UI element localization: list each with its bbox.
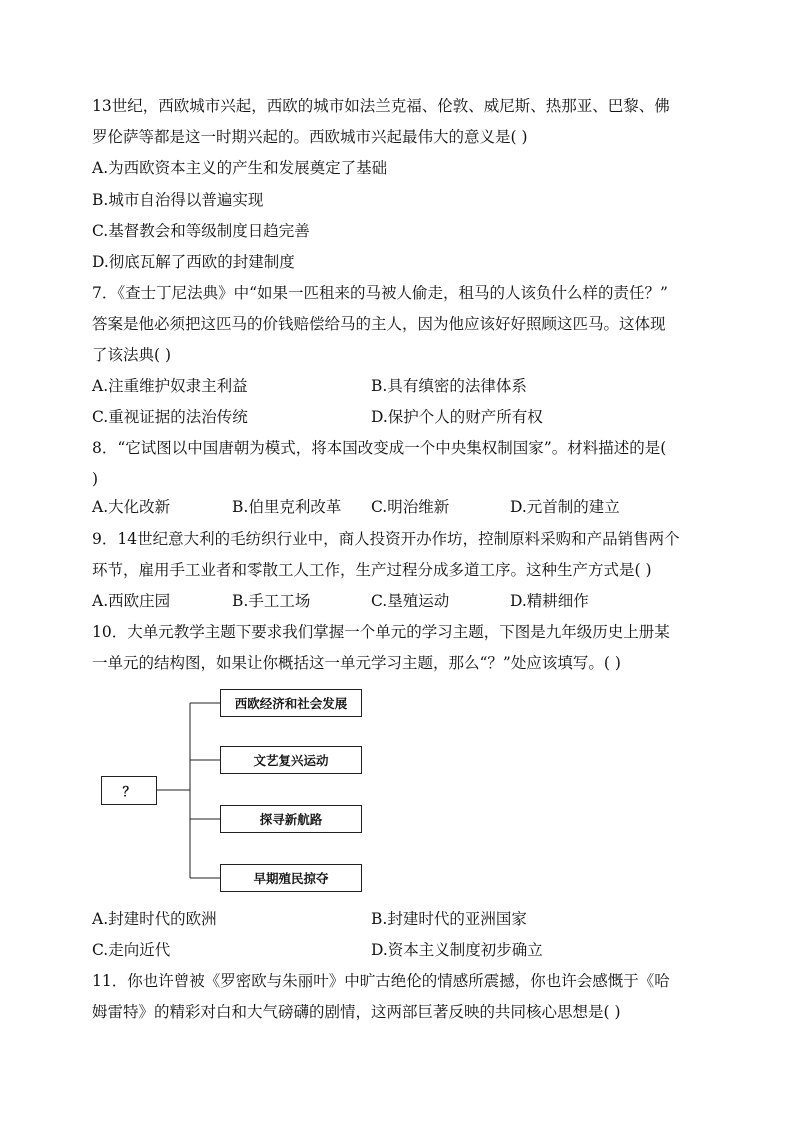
q8-option-a: A.大化改新 [92,498,171,516]
question-8-stem-line: 8．“它试图以中国唐朝为模式，将本国改变成一个中央集权制国家”。材料描述的是( [92,439,667,457]
q8-option-c: C.明治维新 [371,498,450,516]
question-9-stem-line: 环节，雇用手工业者和零散工人工作，生产过程分成多道工序。这种生产方式是( ) [92,561,652,579]
question-stem-line: 13世纪，西欧城市兴起，西欧的城市如法兰克福、伦敦、威尼斯、热那亚、巴黎、佛 [92,97,670,115]
diagram-branch-box: 文艺复兴运动 [220,746,362,774]
q8-option-b: B.伯里克利改革 [232,498,342,516]
question-8-stem-line: ) [92,470,99,488]
question-7-stem-line: 了该法典( ) [92,346,172,364]
question-10-stem-line: 10．大单元教学主题下要求我们掌握一个单元的学习主题，下图是九年级历史上册某 [92,623,670,641]
q9-option-c: C.垦殖运动 [371,592,450,610]
question-7-stem-line: 答案是他必须把这匹马的价钱赔偿给马的主人，因为他应该好好照顾这匹马。这体现 [92,315,666,333]
question-stem-line: 罗伦萨等都是这一时期兴起的。西欧城市兴起最伟大的意义是( ) [92,128,528,146]
q10-option-b: B.封建时代的亚洲国家 [371,910,527,928]
question-7-stem-line: 7．《查士丁尼法典》中“如果一匹租来的马被人偷走，租马的人该负什么样的责任？” [92,284,668,302]
question-11-stem-line: 姆雷特》的精彩对白和大气磅礴的剧情，这两部巨著反映的共同核心思想是( ) [92,1003,621,1021]
option-a: A.为西欧资本主义的产生和发展奠定了基础 [92,159,388,177]
q10-option-a: A.封建时代的欧洲 [92,910,217,928]
diagram-branch-box: 早期殖民掠夺 [220,864,362,892]
option-d: D.彻底瓦解了西欧的封建制度 [92,253,295,271]
option-b: B.城市自治得以普遍实现 [92,191,264,209]
question-11-stem-line: 11．你也许曾被《罗密欧与朱丽叶》中旷古绝伦的情感所震撼，你也许会感慨于《哈 [92,972,670,990]
diagram-branch-box: 探寻新航路 [220,805,362,833]
q9-option-b: B.手工工场 [232,592,311,610]
diagram-branch-box: 西欧经济和社会发展 [220,689,362,717]
question-9-stem-line: 9．14世纪意大利的毛纺织行业中，商人投资开办作坊，控制原料采购和产品销售两个 [92,530,680,548]
question-10-stem-line: 一单元的结构图，如果让你概括这一单元学习主题，那么“？”处应该填写。( ) [92,654,621,672]
q9-option-a: A.西欧庄园 [92,592,171,610]
q7-option-a: A.注重维护奴隶主利益 [92,377,248,395]
q7-option-b: B.具有缜密的法律体系 [371,377,527,395]
q9-option-d: D.精耕细作 [510,592,589,610]
q7-option-d: D.保护个人的财产所有权 [371,408,543,426]
option-c: C.基督教会和等级制度日趋完善 [92,222,310,240]
q8-option-d: D.元首制的建立 [510,498,620,516]
diagram-root-box: ？ [101,776,157,805]
q10-option-c: C.走向近代 [92,941,171,959]
q7-option-c: C.重视证据的法治传统 [92,408,248,426]
q10-option-d: D.资本主义制度初步确立 [371,941,543,959]
